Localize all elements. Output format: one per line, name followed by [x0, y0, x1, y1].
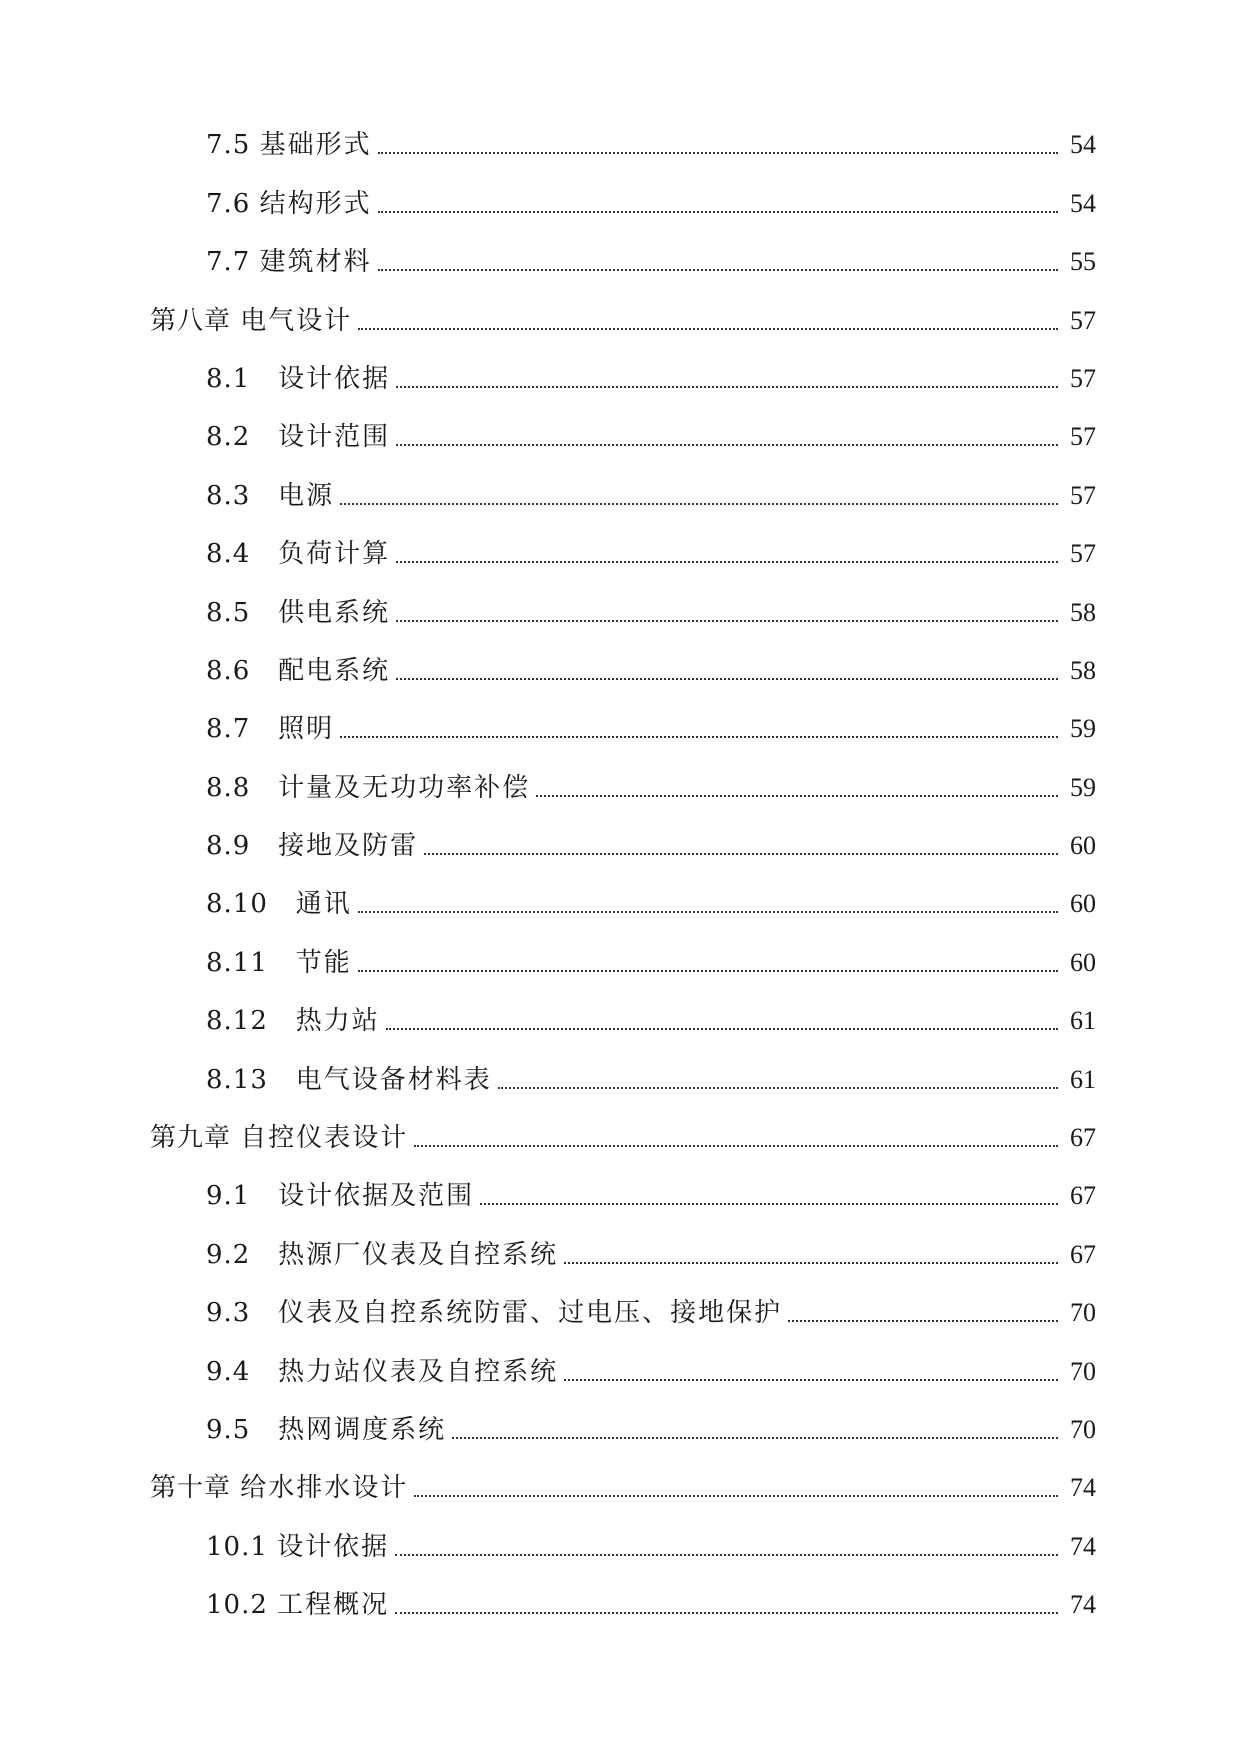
toc-section-entry[interactable]: [0, 410, 1241, 468]
toc-entry-number: 8.7: [206, 714, 279, 745]
toc-entry-page-number: 70: [1070, 1356, 1096, 1386]
toc-entry-number: 10.1: [206, 1531, 278, 1562]
toc-entry-page-number: 60: [1070, 889, 1096, 919]
toc-entry-page-number: 60: [1070, 947, 1096, 977]
toc-entry-page-number: 58: [1070, 655, 1096, 685]
toc-section-entry[interactable]: [0, 760, 1241, 818]
toc-dot-leader: [358, 328, 1058, 330]
toc-entry-page-number: 58: [1070, 597, 1096, 627]
toc-dot-leader: [564, 1262, 1058, 1264]
toc-entry-title: 接地及防雷: [278, 831, 419, 862]
toc-entry-page-number: 67: [1070, 1123, 1096, 1153]
toc-entry-number: 10.2: [206, 1590, 278, 1621]
toc-section-entry[interactable]: [0, 176, 1241, 234]
toc-section-entry[interactable]: [0, 1344, 1241, 1402]
toc-dot-leader: [396, 386, 1058, 388]
toc-entry-title: 节能: [295, 947, 352, 978]
toc-section-entry[interactable]: [0, 877, 1241, 935]
toc-entry-number: 9.5: [206, 1414, 279, 1445]
toc-entry-number: 8.8: [206, 772, 279, 803]
toc-entry-page-number: 55: [1070, 247, 1096, 277]
toc-entry-page-number: 57: [1070, 363, 1096, 393]
toc-entry-number: 8.5: [206, 597, 279, 628]
toc-entry-page-number: 70: [1070, 1298, 1096, 1328]
toc-entry-title: 结构形式: [259, 188, 372, 219]
toc-entry-title: 照明: [278, 714, 335, 745]
toc-entry-number: 8.1: [206, 363, 279, 394]
toc-entry-number: 7.7: [206, 247, 260, 278]
toc-dot-leader: [386, 1028, 1058, 1030]
toc-entry-number: 9.3: [206, 1298, 279, 1329]
toc-entry-title: 设计范围: [278, 422, 391, 453]
toc-entry-number: 8.13: [206, 1064, 296, 1095]
toc-entry-title: 电气设备材料表: [295, 1064, 492, 1095]
toc-section-entry[interactable]: [0, 1286, 1241, 1344]
toc-entry-number: 8.2: [206, 422, 279, 453]
toc-section-entry[interactable]: [0, 118, 1241, 176]
toc-entry-title: 热力站仪表及自控系统: [278, 1356, 559, 1387]
toc-entry-number: 9.1: [206, 1181, 279, 1212]
toc-section-entry[interactable]: [0, 1169, 1241, 1227]
toc-entry-number: 7.6: [206, 188, 260, 219]
toc-entry-number: 8.12: [206, 1006, 296, 1037]
toc-dot-leader: [536, 795, 1058, 797]
toc-entry-title: 热力站: [295, 1006, 380, 1037]
toc-entry-title: 热源厂仪表及自控系统: [278, 1239, 559, 1270]
toc-entry-number: 8.3: [206, 480, 279, 511]
toc-entry-page-number: 59: [1070, 772, 1096, 802]
toc-section-entry[interactable]: [0, 468, 1241, 526]
toc-entry-page-number: 59: [1070, 714, 1096, 744]
toc-entry-page-number: 67: [1070, 1181, 1096, 1211]
toc-dot-leader: [424, 853, 1058, 855]
toc-dot-leader: [396, 620, 1058, 622]
toc-dot-leader: [395, 1612, 1058, 1614]
toc-dot-leader: [498, 1087, 1058, 1089]
toc-entry-title: 供电系统: [278, 597, 391, 628]
toc-dot-leader: [340, 503, 1058, 505]
toc-entry-title: 工程概况: [277, 1590, 390, 1621]
toc-dot-leader: [452, 1437, 1058, 1439]
toc-entry-number: 9.2: [206, 1239, 279, 1270]
toc-section-entry[interactable]: [0, 994, 1241, 1052]
toc-entry-page-number: 57: [1070, 305, 1096, 335]
toc-entry-title: 配电系统: [278, 655, 391, 686]
toc-entry-title: 负荷计算: [278, 539, 391, 570]
toc-section-entry[interactable]: [0, 352, 1241, 410]
toc-entry-page-number: 60: [1070, 831, 1096, 861]
toc-entry-title: 通讯: [295, 889, 352, 920]
toc-dot-leader: [378, 211, 1058, 213]
toc-section-entry[interactable]: [0, 235, 1241, 293]
toc-section-entry[interactable]: [0, 644, 1241, 702]
toc-entry-title: 给水排水设计: [240, 1473, 409, 1504]
toc-dot-leader: [395, 1554, 1058, 1556]
toc-entry-page-number: 54: [1070, 188, 1096, 218]
toc-entry-page-number: 57: [1070, 422, 1096, 452]
toc-section-entry[interactable]: [0, 1403, 1241, 1461]
toc-dot-leader: [414, 1145, 1058, 1147]
toc-entry-page-number: 74: [1070, 1473, 1096, 1503]
toc-entry-page-number: 67: [1070, 1239, 1096, 1269]
toc-dot-leader: [358, 970, 1058, 972]
toc-entry-title: 电气设计: [240, 305, 353, 336]
toc-section-entry[interactable]: [0, 1519, 1241, 1577]
toc-entry-number: 第八章: [150, 305, 241, 336]
toc-entry-title: 热网调度系统: [278, 1414, 447, 1445]
table-of-contents: [0, 118, 1241, 1636]
toc-chapter-entry[interactable]: [0, 1461, 1241, 1519]
toc-dot-leader: [358, 911, 1058, 913]
toc-entry-number: 第九章: [150, 1123, 241, 1154]
toc-entry-title: 建筑材料: [259, 247, 372, 278]
toc-section-entry[interactable]: [0, 585, 1241, 643]
toc-entry-page-number: 61: [1070, 1064, 1096, 1094]
toc-entry-page-number: 61: [1070, 1006, 1096, 1036]
toc-dot-leader: [378, 269, 1058, 271]
toc-entry-number: 第十章: [150, 1473, 241, 1504]
toc-entry-title: 计量及无功功率补偿: [278, 772, 531, 803]
toc-dot-leader: [396, 444, 1058, 446]
toc-dot-leader: [480, 1203, 1058, 1205]
toc-entry-number: 8.11: [206, 947, 296, 978]
toc-dot-leader: [414, 1495, 1058, 1497]
toc-dot-leader: [396, 561, 1058, 563]
toc-section-entry[interactable]: [0, 935, 1241, 993]
toc-dot-leader: [788, 1320, 1058, 1322]
toc-section-entry[interactable]: [0, 702, 1241, 760]
toc-section-entry[interactable]: [0, 1227, 1241, 1285]
toc-section-entry[interactable]: [0, 527, 1241, 585]
toc-dot-leader: [378, 152, 1058, 154]
toc-entry-number: 8.10: [206, 889, 296, 920]
toc-entry-number: 8.9: [206, 831, 279, 862]
toc-entry-number: 9.4: [206, 1356, 279, 1387]
toc-chapter-entry[interactable]: [0, 1111, 1241, 1169]
toc-entry-title: 设计依据及范围: [278, 1181, 475, 1212]
toc-entry-number: 8.6: [206, 655, 279, 686]
toc-chapter-entry[interactable]: [0, 293, 1241, 351]
toc-section-entry[interactable]: [0, 819, 1241, 877]
toc-entry-page-number: 57: [1070, 539, 1096, 569]
toc-entry-page-number: 74: [1070, 1531, 1096, 1561]
toc-entry-title: 自控仪表设计: [240, 1123, 409, 1154]
toc-entry-page-number: 70: [1070, 1414, 1096, 1444]
toc-dot-leader: [396, 678, 1058, 680]
toc-dot-leader: [340, 736, 1058, 738]
toc-entry-title: 电源: [278, 480, 335, 511]
toc-entry-number: 8.4: [206, 539, 279, 570]
toc-entry-page-number: 57: [1070, 480, 1096, 510]
toc-section-entry[interactable]: [0, 1052, 1241, 1110]
toc-entry-page-number: 54: [1070, 130, 1096, 160]
toc-entry-number: 7.5: [206, 130, 260, 161]
toc-entry-title: 设计依据: [278, 363, 391, 394]
toc-entry-title: 仪表及自控系统防雷、过电压、接地保护: [278, 1298, 783, 1329]
toc-section-entry[interactable]: [0, 1578, 1241, 1636]
toc-entry-title: 基础形式: [259, 130, 372, 161]
toc-dot-leader: [564, 1379, 1058, 1381]
toc-entry-page-number: 74: [1070, 1590, 1096, 1620]
toc-entry-title: 设计依据: [277, 1531, 390, 1562]
